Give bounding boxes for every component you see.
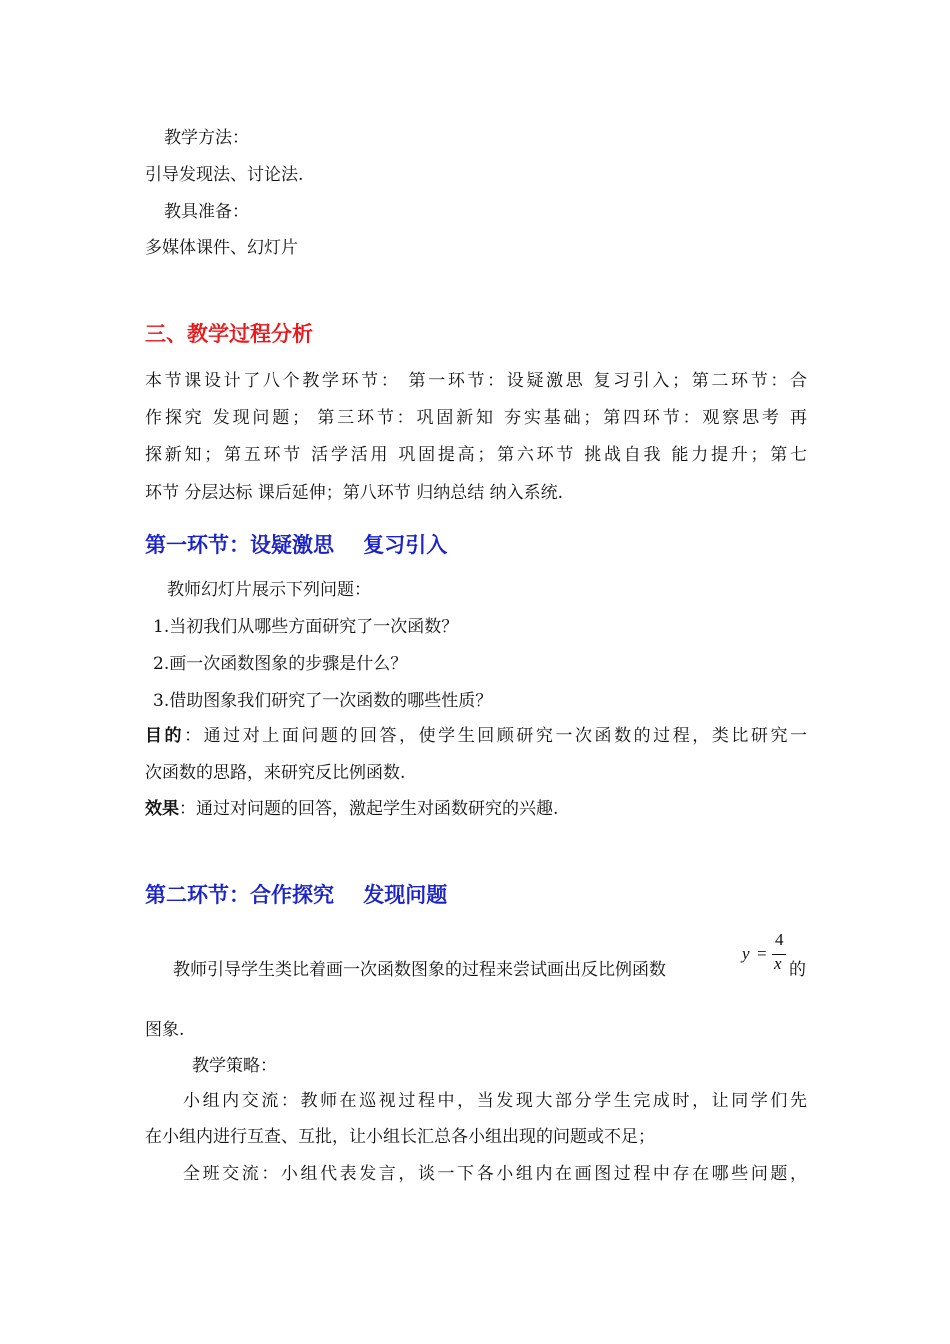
stage2-paragraph-suffix: 的: [789, 960, 806, 980]
teaching-tools-label: 教具准备：: [164, 202, 249, 222]
stage1-question-3: 3.借助图象我们研究了一次函数的哪些性质？: [153, 691, 493, 711]
formula-lhs: y: [742, 944, 750, 963]
formula-equals: =: [757, 944, 767, 963]
effect-label: 效果: [145, 799, 179, 819]
formula-numerator: 4: [775, 930, 784, 949]
inverse-function-formula: [742, 930, 792, 980]
effect-text: ：通过对问题的回答，激起学生对函数研究的兴趣.: [179, 799, 559, 819]
teaching-methods-label: 教学方法：: [164, 128, 249, 148]
purpose-text: ：通过对上面问题的回答，使学生回顾研究一次函数的过程，类比研究一: [184, 726, 808, 746]
section3-line-2: 作探究 发现问题； 第三环节：巩固新知 夯实基础；第四环节：观察思考 再: [145, 408, 807, 428]
stage1-purpose-line-2: 次函数的思路，来研究反比例函数.: [145, 763, 406, 783]
stage2-heading: 第二环节：合作探究 发现问题: [145, 883, 448, 907]
stage1-question-1: 1.当初我们从哪些方面研究了一次函数？: [153, 617, 459, 637]
stage1-heading: 第一环节：设疑激思 复习引入: [145, 533, 448, 557]
teaching-strategy-label: 教学策略：: [192, 1056, 277, 1076]
group-exchange-line-1: 小组内交流：教师在巡视过程中，当发现大部分学生完成时，让同学们先: [183, 1091, 807, 1111]
section3-line-4: 环节 分层达标 课后延伸；第八环节 归纳总结 纳入系统.: [145, 483, 564, 503]
group-exchange-line-2: 在小组内进行互查、互批，让小组长汇总各小组出现的问题或不足；: [145, 1127, 655, 1147]
teaching-methods-text: 引导发现法、讨论法.: [145, 165, 304, 185]
stage1-effect: [145, 797, 558, 821]
section3-line-1: 本节课设计了八个教学环节： 第一环节：设疑激思 复习引入；第二环节：合: [145, 371, 807, 391]
purpose-label: 目的: [145, 726, 185, 746]
stage1-intro: 教师幻灯片展示下列问题：: [167, 580, 371, 600]
stage2-paragraph-line-2: 图象.: [145, 1020, 185, 1040]
teaching-tools-text: 多媒体课件、幻灯片: [145, 238, 298, 258]
section3-heading: 三、教学过程分析: [145, 322, 313, 346]
stage2-paragraph-line-1: 教师引导学生类比着画一次函数图象的过程来尝试画出反比例函数: [173, 960, 666, 980]
formula-denominator: x: [774, 954, 782, 973]
class-exchange-line-1: 全班交流：小组代表发言，谈一下各小组内在画图过程中存在哪些问题，: [183, 1164, 807, 1184]
stage1-question-2: 2.画一次函数图象的步骤是什么？: [153, 654, 408, 674]
section3-line-3: 探新知；第五环节 活学活用 巩固提高；第六环节 挑战自我 能力提升；第七: [145, 445, 807, 465]
stage1-purpose-line-1: [145, 724, 807, 748]
